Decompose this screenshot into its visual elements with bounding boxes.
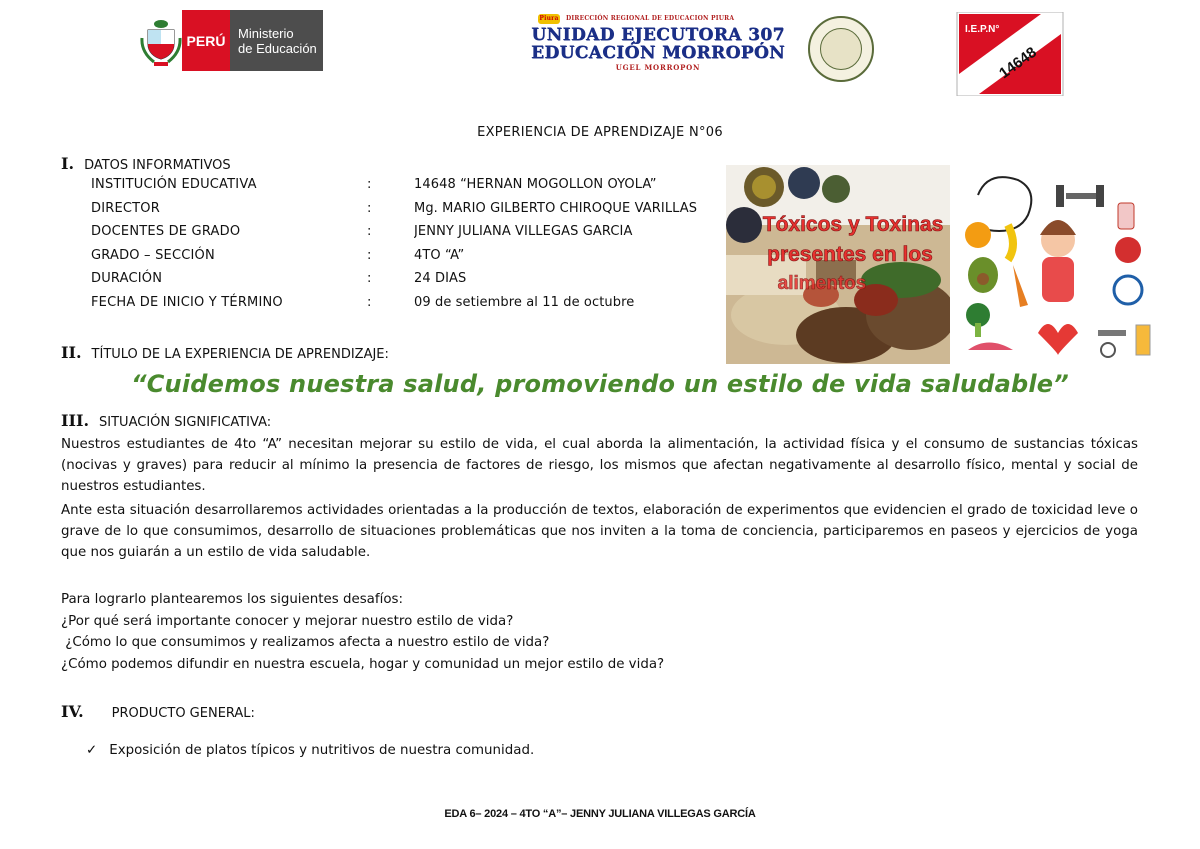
section-3-number: III.	[61, 411, 90, 430]
school-logo-number: 14648	[996, 43, 1040, 83]
info-colon: :	[367, 177, 372, 192]
info-value: Mg. MARIO GILBERTO CHIROQUE VARILLAS	[414, 200, 698, 216]
ue-line2: EDUCACIÓN MORROPÓN	[530, 43, 785, 63]
challenge-item: ¿Por qué será importante conocer y mejorar nuestro estilo de vida?	[61, 613, 514, 629]
info-colon: :	[367, 294, 372, 310]
ue-line3: UGEL MORROPON	[615, 63, 701, 72]
school-logo	[955, 12, 1065, 96]
info-value: JENNY JULIANA VILLEGAS GARCÍA	[414, 224, 633, 239]
challenge-item: ¿Cómo podemos difundir en nuestra escuela, hogar y comunidad un mejor estilo de vida?	[61, 656, 665, 672]
info-value: 09 de setiembre al 11 de octubre	[414, 294, 635, 310]
minedu-peru-label: PERÚ	[182, 10, 230, 71]
minedu-line2: de Educación	[238, 41, 317, 56]
challenges-intro: Para lograrlo plantearemos los siguientes desafíos:	[61, 592, 404, 607]
image-caption-line1: Tóxicos y Toxinas	[762, 213, 944, 236]
peru-coat-of-arms-icon	[140, 10, 182, 71]
ugel-seal-icon	[808, 16, 874, 82]
page-footer: EDA 6– 2024 – 4TO “A”– JENNY JULIANA VILLEGAS GARCÍA	[444, 808, 756, 820]
toxins-food-image	[726, 165, 950, 364]
minedu-logo	[140, 10, 323, 71]
info-label: DURACIÓN	[91, 271, 163, 286]
checkmark-icon: ✓	[86, 743, 98, 758]
info-label: DIRECTOR	[91, 200, 160, 216]
section-1-number: I.	[61, 154, 75, 173]
section-3-heading	[61, 411, 271, 430]
info-colon: :	[367, 200, 372, 216]
challenge-item: ¿Cómo lo que consumimos y realizamos afecta a nuestro estilo de vida?	[61, 635, 550, 650]
school-logo-label: I.E.P.N°	[965, 24, 1000, 35]
info-value: 24 DÍAS	[414, 271, 467, 286]
challenges-list	[61, 589, 664, 675]
page-title: EXPERIENCIA DE APRENDIZAJE N°06	[477, 125, 723, 140]
ue-line1: UNIDAD EJECUTORA 307	[531, 25, 785, 45]
info-label: INSTITUCIÓN EDUCATIVA	[91, 177, 257, 192]
section-4-label: PRODUCTO GENERAL:	[111, 706, 255, 721]
ue-top-text: DIRECCIÓN REGIONAL DE EDUCACION PIURA	[566, 15, 735, 22]
ugel-logo	[498, 12, 818, 88]
product-text: Exposición de platos típicos y nutritivos de nuestra comunidad.	[109, 743, 535, 758]
section-1-heading	[61, 154, 231, 173]
section-3-label: SITUACIÓN SIGNIFICATIVA:	[99, 415, 272, 430]
section-2-label: TÍTULO DE LA EXPERIENCIA DE APRENDIZAJE:	[91, 347, 389, 362]
experience-slogan: “Cuidemos nuestra salud, promoviendo un estilo de vida saludable”	[131, 370, 1069, 398]
section-1-label: DATOS INFORMATIVOS	[84, 158, 231, 173]
info-label: DOCENTES DE GRADO	[91, 224, 241, 239]
info-label: GRADO – SECCIÓN	[91, 247, 215, 263]
section-2-number: II.	[61, 343, 82, 362]
situation-paragraph-2: Ante esta situación desarrollaremos actividades orientadas a la producción de textos, elaboración de experimentos que evidencien el grado de toxicidad leve o grave de lo que consumimos, desarrollo de situaciones problemáticas que nos inviten a la toma de conciencia, participaremos en paseos y ejercicios de yoga que nos guiarán a un estilo de vida saludable.	[61, 503, 1138, 560]
info-colon: :	[367, 247, 372, 263]
minedu-ministry-label	[230, 10, 323, 71]
product-item	[86, 743, 534, 758]
info-colon: :	[367, 224, 372, 239]
section-4-heading	[61, 702, 255, 721]
ue-top-line	[498, 12, 818, 26]
image-caption-line2: presentes en los	[767, 243, 933, 266]
healthy-lifestyle-image	[958, 165, 1158, 364]
info-colon: :	[367, 271, 372, 286]
region-logo-icon: Piura	[539, 14, 559, 22]
situation-paragraph-1: Nuestros estudiantes de 4to “A” necesitan mejorar su estilo de vida, el cual aborda la alimentación, la actividad física y el consumo de sustancias tóxicas (nocivas y graves) para reducir al mínimo la presencia de factores de riesgo, los mismos que afectan negativamente al desarrollo físico, mental y social de nuestros estudiantes.	[61, 437, 1138, 494]
minedu-line1: Ministerio	[238, 26, 294, 41]
info-value: 14648 “HERNÁN MOGOLLÓN OYOLA”	[414, 177, 657, 192]
section-4-number: IV.	[61, 702, 84, 721]
section-2-heading	[61, 343, 389, 362]
info-label: FECHA DE INICIO Y TÉRMINO	[91, 294, 283, 310]
info-value: 4TO “A”	[414, 247, 465, 263]
image-caption-line3: alimentos	[777, 273, 867, 294]
